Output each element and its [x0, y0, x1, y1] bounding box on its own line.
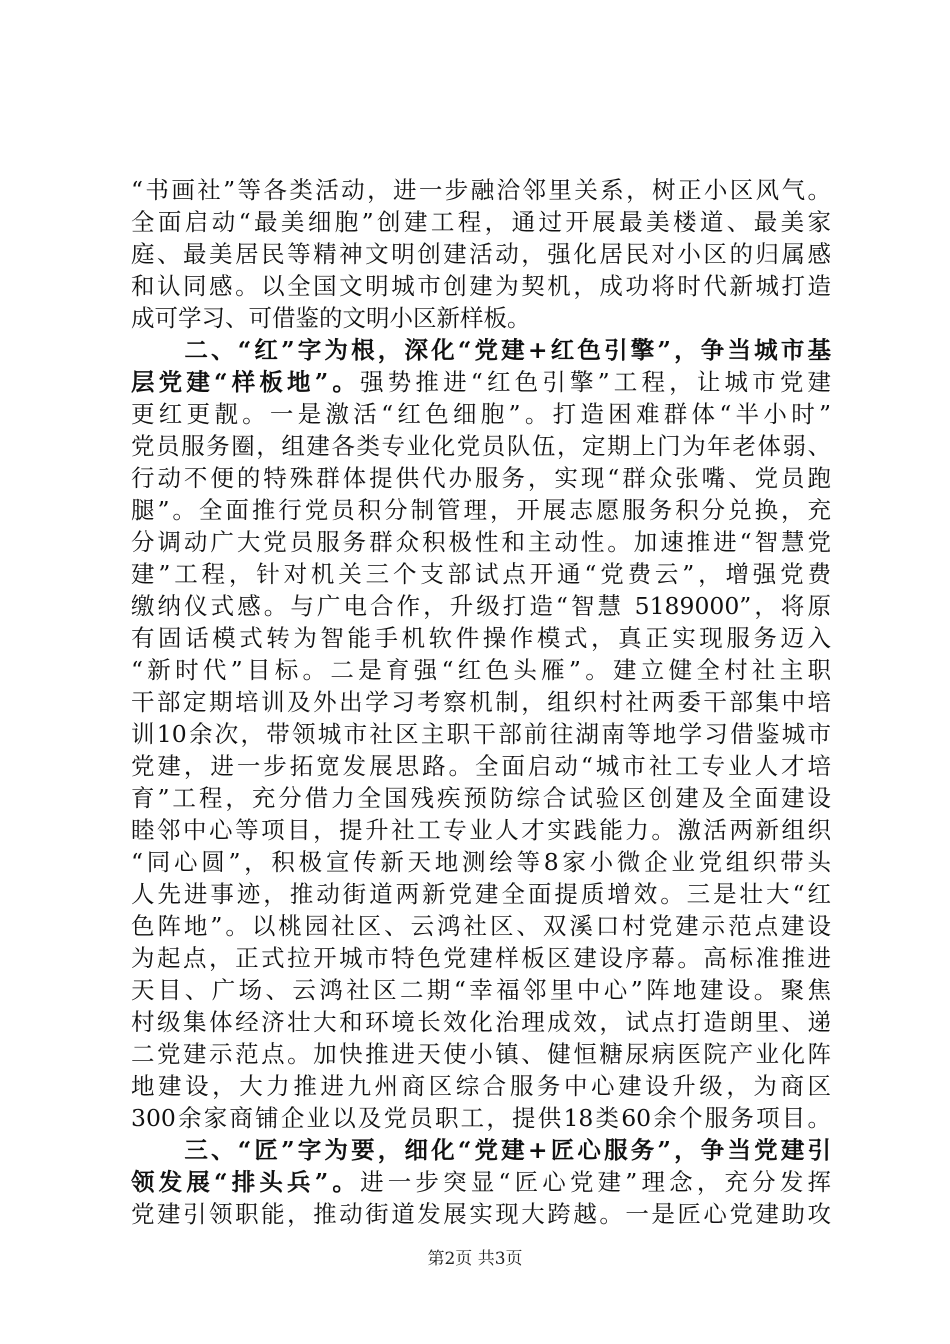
text-line	[131, 366, 831, 398]
text-line: 腿”。全面推行党员积分制管理，开展志愿服务积分兑换，充	[131, 496, 831, 524]
text-line: 行动不便的特殊群体提供代办服务，实现“群众张嘴、党员跑	[131, 464, 831, 492]
text-line: 睦邻中心等项目，提升社工专业人才实践能力。激活两新组织	[131, 816, 831, 844]
text-line: 成可学习、可借鉴的文明小区新样板。	[131, 304, 531, 332]
text-line: 为起点，正式拉开城市特色党建样板区建设序幕。高标准推进	[131, 944, 831, 972]
text-line: 二、“红”字为根，深化“党建+红色引擎”，争当城市基	[131, 336, 831, 364]
text-line: 分调动广大党员服务群众积极性和主动性。加速推进“智慧党	[131, 528, 831, 556]
text-line: “新时代”目标。二是育强“红色头雁”。建立健全村社主职	[131, 656, 831, 684]
text-line: 党员服务圈，组建各类专业化党员队伍，定期上门为年老体弱、	[131, 432, 831, 460]
text-line: 建”工程，针对机关三个支部试点开通“党费云”，增强党费	[131, 560, 831, 588]
heading-fragment: 层党建“样板地”。	[131, 368, 361, 396]
text-line: 300余家商铺企业以及党员职工，提供18类60余个服务项目。	[131, 1104, 831, 1132]
text-line: 三、“匠”字为要，细化“党建+匠心服务”，争当党建引	[131, 1136, 831, 1164]
text-line: 干部定期培训及外出学习考察机制，组织村社两委干部集中培	[131, 688, 831, 716]
text-line: 地建设，大力推进九州商区综合服务中心建设升级，为商区	[131, 1072, 831, 1100]
text-line: “书画社”等各类活动，进一步融洽邻里关系，树正小区风气。	[131, 176, 831, 204]
body-fragment: 进一步突显“匠心党建”理念，充分发挥	[360, 1168, 831, 1196]
text-line: 党建引领职能，推动街道发展实现大跨越。一是匠心党建助攻	[131, 1200, 831, 1228]
text-line: 庭、最美居民等精神文明创建活动，强化居民对小区的归属感	[131, 240, 831, 268]
text-line: 二党建示范点。加快推进天使小镇、健恒糖尿病医院产业化阵	[131, 1040, 831, 1068]
text-line	[131, 1166, 831, 1198]
text-line: 色阵地”。以桃园社区、云鸿社区、双溪口村党建示范点建设	[131, 912, 831, 940]
text-line: 村级集体经济壮大和环境长效化治理成效，试点打造朗里、递	[131, 1008, 831, 1036]
text-line: 天目、广场、云鸿社区二期“幸福邻里中心”阵地建设。聚焦	[131, 976, 831, 1004]
body-fragment: 强势推进“红色引擎”工程，让城市党建	[360, 368, 831, 396]
text-line: 和认同感。以全国文明城市创建为契机，成功将时代新城打造	[131, 272, 831, 300]
text-line: 更红更靓。一是激活“红色细胞”。打造困难群体“半小时”	[131, 400, 831, 428]
text-line: 训10余次，带领城市社区主职干部前往湖南等地学习借鉴城市	[131, 720, 831, 748]
text-line: “同心圆”，积极宣传新天地测绘等8家小微企业党组织带头	[131, 848, 831, 876]
body-text	[131, 174, 831, 1230]
text-line: 有固话模式转为智能手机软件操作模式，真正实现服务迈入	[131, 624, 831, 652]
text-line: 党建，进一步拓宽发展思路。全面启动“城市社工专业人才培	[131, 752, 831, 780]
text-line: 人先进事迹，推动街道两新党建全面提质增效。三是壮大“红	[131, 880, 831, 908]
heading-fragment: 领发展“排头兵”。	[131, 1168, 361, 1196]
page-footer: 第2页 共3页	[427, 1249, 523, 1269]
text-line: 缴纳仪式感。与广电合作，升级打造“智慧 5189000”，将原	[131, 592, 831, 620]
text-line: 全面启动“最美细胞”创建工程，通过开展最美楼道、最美家	[131, 208, 831, 236]
text-line: 育”工程，充分借力全国残疾预防综合试验区创建及全面建设	[131, 784, 831, 812]
